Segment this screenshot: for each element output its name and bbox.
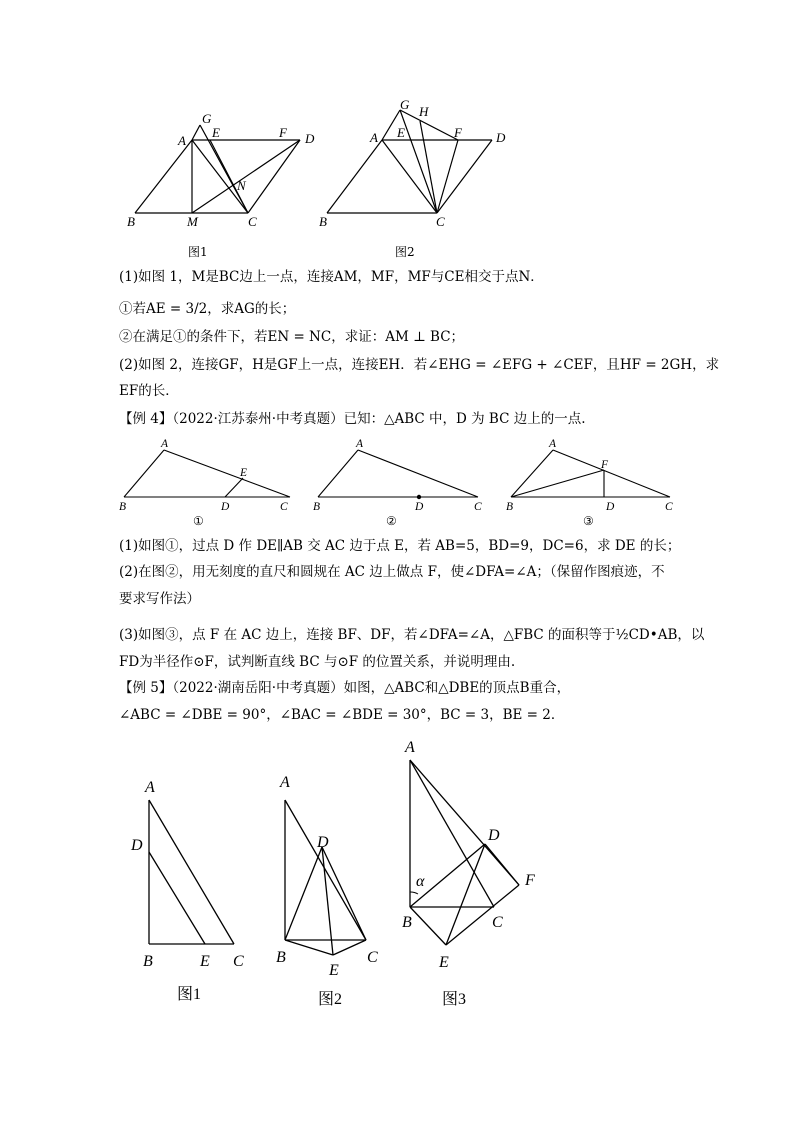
label-C: C: [492, 914, 503, 931]
label-N: N: [237, 178, 246, 193]
caption-fig3: 图3: [442, 991, 467, 1008]
label-B: B: [506, 501, 514, 513]
label-D: D: [317, 834, 329, 851]
label-A: A: [178, 133, 186, 148]
label-C: C: [248, 214, 257, 229]
example-4-heading: 【例 4】（2022·江苏泰州·中考真题）已知：△ABC 中，D 为 BC 边上的一点.: [119, 411, 586, 427]
question-1-part-2: ②在满足①的条件下，若EN = NC，求证：AM ⊥ BC；: [119, 329, 465, 345]
caption-fig1: 图1: [177, 986, 202, 1003]
label-B: B: [276, 949, 286, 966]
example-4-figures: [115, 433, 685, 533]
question-2-cont: EF的长．: [119, 383, 179, 399]
label-B: B: [143, 953, 153, 970]
label-D: D: [496, 130, 506, 145]
label-E: E: [240, 467, 248, 479]
label-G: G: [202, 111, 212, 126]
caption-3: ③: [583, 514, 594, 528]
example-4-q2: (2)在图②，用无刻度的直尺和圆规在 AC 边上做点 F，使∠DFA=∠A；（保留作图痕迹，不: [119, 564, 665, 580]
label-C: C: [474, 501, 482, 513]
label-C: C: [367, 949, 378, 966]
label-C: C: [436, 214, 445, 229]
label-H: H: [419, 104, 429, 119]
label-F: F: [454, 125, 462, 140]
figure-2-parallelogram: [315, 95, 525, 265]
label-A: A: [356, 438, 364, 450]
label-B: B: [127, 214, 135, 229]
label-A: A: [145, 779, 155, 796]
example-4-q2-cont: 要求写作法）: [119, 591, 200, 607]
label-D: D: [131, 837, 143, 854]
example-4-q3: (3)如图③，点 F 在 AC 边上，连接 BF、DF，若∠DFA=∠A，△FBC 的面积等于½CD•AB，以: [119, 627, 705, 643]
label-C: C: [280, 501, 288, 513]
figure-1-caption: 图1: [188, 245, 208, 259]
question-2: (2)如图 2，连接GF，H是GF上一点，连接EH．若∠EHG = ∠EFG + ∠CEF，且HF = 2GH，求: [119, 357, 720, 373]
label-A: A: [405, 739, 415, 756]
example-5-given: ∠ABC = ∠DBE = 90°，∠BAC = ∠BDE = 30°，BC = 3，BE = 2．: [119, 707, 565, 723]
example-4-q1: (1)如图①，过点 D 作 DE∥AB 交 AC 边于点 E，若 AB=5，BD=9，DC=6，求 DE 的长；: [119, 538, 681, 554]
label-B: B: [319, 214, 327, 229]
label-B: B: [313, 501, 321, 513]
label-A: A: [370, 130, 378, 145]
caption-fig2: 图2: [318, 991, 343, 1008]
label-C: C: [665, 501, 673, 513]
label-A: A: [161, 438, 169, 450]
question-1-part-1: ①若AE = 3/2，求AG的长；: [119, 301, 296, 317]
label-F: F: [279, 125, 287, 140]
label-A: A: [280, 774, 290, 791]
label-F: F: [525, 872, 535, 889]
label-M: M: [187, 214, 198, 229]
example-5-figures: [120, 735, 560, 1035]
label-E: E: [439, 954, 449, 971]
label-E: E: [200, 953, 210, 970]
label-B: B: [119, 501, 127, 513]
label-D: D: [606, 501, 615, 513]
label-D: D: [221, 501, 230, 513]
question-1: (1)如图 1，M是BC边上一点，连接AM，MF，MF与CE相交于点N．: [119, 269, 544, 285]
label-G: G: [400, 97, 410, 112]
caption-1: ①: [193, 514, 204, 528]
label-alpha: α: [416, 873, 425, 890]
label-E: E: [397, 125, 405, 140]
figure-2-caption: 图2: [395, 245, 415, 259]
label-B: B: [402, 914, 412, 931]
caption-2: ②: [386, 514, 397, 528]
example-4-q3-cont: FD为半径作⊙F，试判断直线 BC 与⊙F 的位置关系，并说明理由.: [119, 654, 516, 670]
label-A: A: [549, 438, 557, 450]
label-E: E: [212, 125, 220, 140]
figure-1-parallelogram: [120, 108, 330, 268]
label-D: D: [415, 501, 424, 513]
label-C: C: [233, 953, 244, 970]
label-D: D: [488, 827, 500, 844]
example-5-heading: 【例 5】（2022·湖南岳阳·中考真题）如图，△ABC和△DBE的顶点B重合，: [119, 680, 571, 696]
label-F: F: [601, 459, 609, 471]
label-E: E: [329, 962, 339, 979]
label-D: D: [305, 131, 315, 146]
